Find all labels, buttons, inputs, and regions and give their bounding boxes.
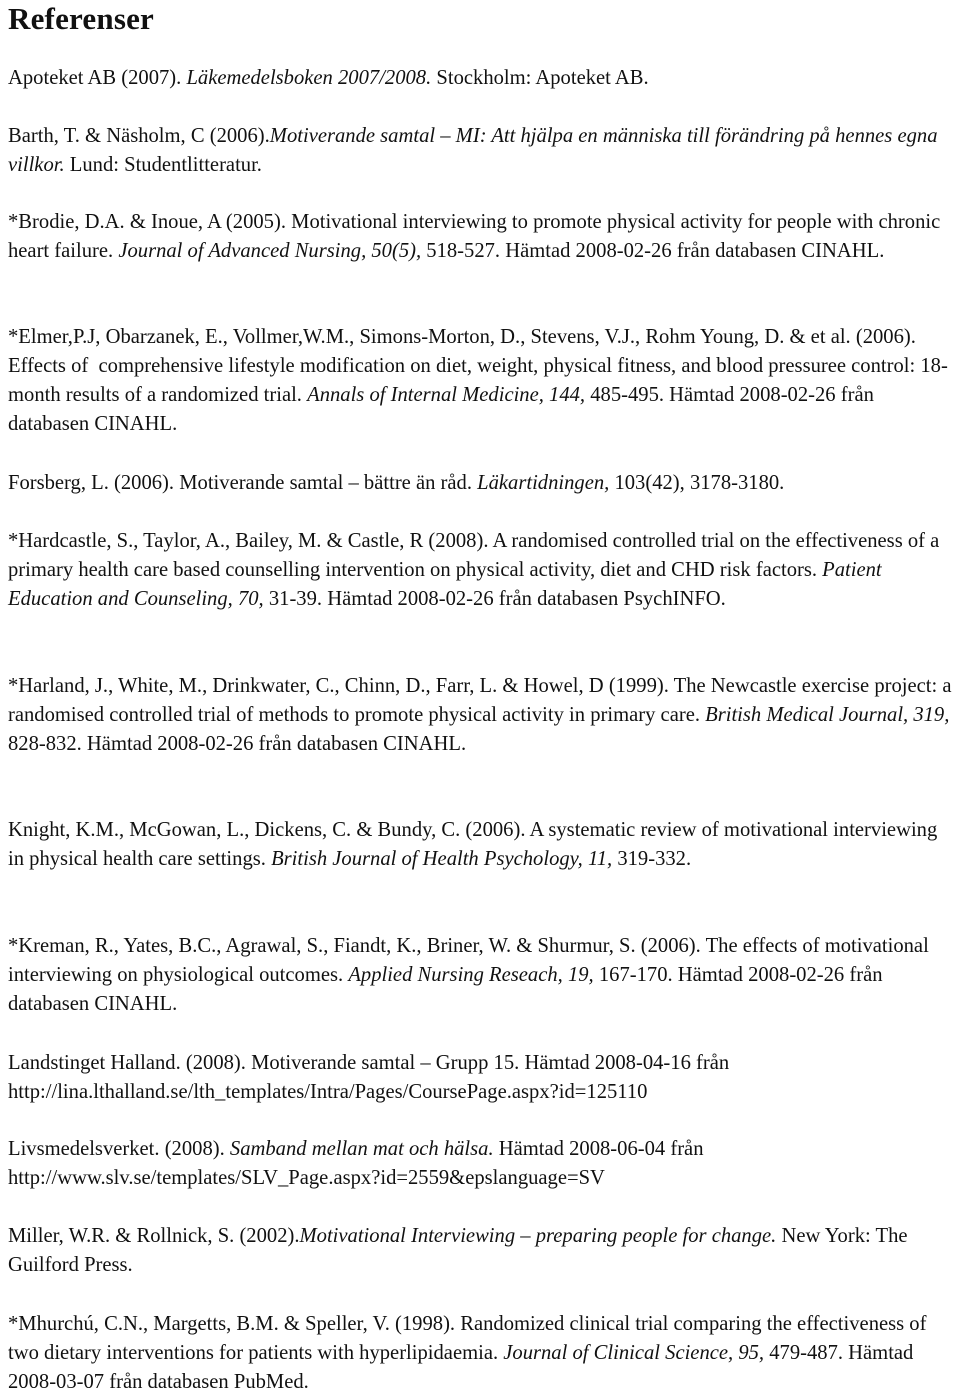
reference-source-title: Journal of Advanced Nursing, 50(5), — [118, 240, 422, 262]
reference-entry — [8, 1049, 952, 1107]
reference-text: Knight, K.M., McGowan, L., Dickens, C. & Bundy, C. (2006). A systematic review of motivational interviewing in physical health care settings. — [8, 819, 943, 870]
reference-entry — [8, 1310, 952, 1397]
reference-text: 485-495. Hämtad 2008-02-26 från databasen CINAHL. — [8, 384, 880, 435]
reference-text: New York: The Guilford Press. — [8, 1225, 913, 1276]
reference-text: *Kreman, R., Yates, B.C., Agrawal, S., Fiandt, K., Briner, W. & Shurmur, S. (2006). The effects of motivational interviewing on physiological outcomes. — [8, 935, 934, 986]
reference-text: Miller, W.R. & Rollnick, S. (2002). — [8, 1225, 300, 1247]
reference-entry — [8, 469, 952, 498]
reference-text: Hämtad 2008-06-04 från http://www.slv.se/templates/SLV_Page.aspx?id=2559&epslanguage=SV — [8, 1138, 709, 1189]
reference-text: *Hardcastle, S., Taylor, A., Bailey, M. & Castle, R (2008). A randomised controlled trial on the effectiveness of a primary health care based counselling intervention on physical activity, diet and CHD risk factors. — [8, 530, 945, 581]
reference-text: *Brodie, D.A. & Inoue, A (2005). Motivational interviewing to promote physical activity for people with chronic heart failure. — [8, 211, 946, 262]
reference-entry — [8, 527, 952, 614]
reference-source-title: Journal of Clinical Science, 95, — [503, 1342, 765, 1364]
reference-source-title: Annals of Internal Medicine, 144, — [307, 384, 586, 406]
reference-text: 103(42), 3178-3180. — [609, 472, 785, 494]
reference-text: 31-39. Hämtad 2008-02-26 från databasen PsychINFO. — [263, 588, 726, 610]
reference-text: 167-170. Hämtad 2008-02-26 från databasen CINAHL. — [8, 964, 888, 1015]
reference-source-title: Läkartidningen, — [477, 472, 610, 494]
reference-entry — [8, 208, 952, 266]
reference-source-title: Samband mellan mat och hälsa. — [229, 1138, 494, 1160]
reference-text: 518-527. Hämtad 2008-02-26 från databasen CINAHL. — [421, 240, 885, 262]
reference-entry — [8, 672, 957, 759]
reference-source-title: Motiverande samtal – MI: Att hjälpa en människa till förändring på hennes egna villkor. — [8, 125, 943, 176]
reference-entry — [8, 816, 952, 874]
reference-text: Landstinget Halland. (2008). Motiverande samtal – Grupp 15. Hämtad 2008-04-16 från http://lina.lthalland.se/lth_templates/Intra/Pages/CoursePage.aspx?id=125110 — [8, 1052, 735, 1103]
reference-text: 319-332. — [612, 848, 692, 870]
reference-entry — [8, 1222, 952, 1280]
reference-text: 828-832. Hämtad 2008-02-26 från databasen CINAHL. — [8, 704, 955, 755]
reference-text: *Mhurchú, C.N., Margetts, B.M. & Speller, V. (1998). Randomized clinical trial comparing the effectiveness of two dietary interventions for patients with hyperlipidaemia. — [8, 1313, 932, 1364]
reference-text: *Elmer,P.J, Obarzanek, E., Vollmer,W.M., Simons-Morton, D., Stevens, V.J., Rohm Young, D. & et al. (2006). Effects of comprehensive lifestyle modification on diet, weight, physical fitness, and blood pressuree control: 18-month results of a randomized trial. — [8, 326, 948, 406]
reference-text: Forsberg, L. (2006). Motiverande samtal – bättre än råd. — [8, 472, 478, 494]
page-title: Referenser — [8, 1, 155, 36]
reference-entry — [8, 323, 952, 439]
reference-source-title: Patient Education and Counseling, 70, — [8, 559, 887, 610]
reference-text: Barth, T. & Näsholm, C (2006). — [8, 125, 270, 147]
reference-text: Lund: Studentlitteratur. — [64, 154, 262, 176]
reference-entry — [8, 122, 952, 180]
reference-entry — [8, 64, 952, 93]
reference-entry — [8, 932, 952, 1019]
reference-text: Stockholm: Apoteket AB. — [431, 67, 649, 89]
reference-entry — [8, 1135, 952, 1193]
reference-source-title: British Journal of Health Psychology, 11, — [271, 848, 613, 870]
reference-text: Apoteket AB (2007). — [8, 67, 187, 89]
reference-text: 479-487. Hämtad 2008-03-07 från databasen PubMed. — [8, 1342, 919, 1393]
reference-source-title: Motivational Interviewing – preparing people for change. — [299, 1225, 777, 1247]
reference-text: Livsmedelsverket. (2008). — [8, 1138, 230, 1160]
reference-source-title: British Medical Journal, 319, — [705, 704, 950, 726]
reference-text: *Harland, J., White, M., Drinkwater, C., Chinn, D., Farr, L. & Howel, D (1999). The Newcastle exercise project: a randomised controlled trial of methods to promote physical activity in primary care. — [8, 675, 957, 726]
reference-source-title: Applied Nursing Reseach, 19, — [348, 964, 594, 986]
reference-source-title: Läkemedelsboken 2007/2008. — [186, 67, 432, 89]
